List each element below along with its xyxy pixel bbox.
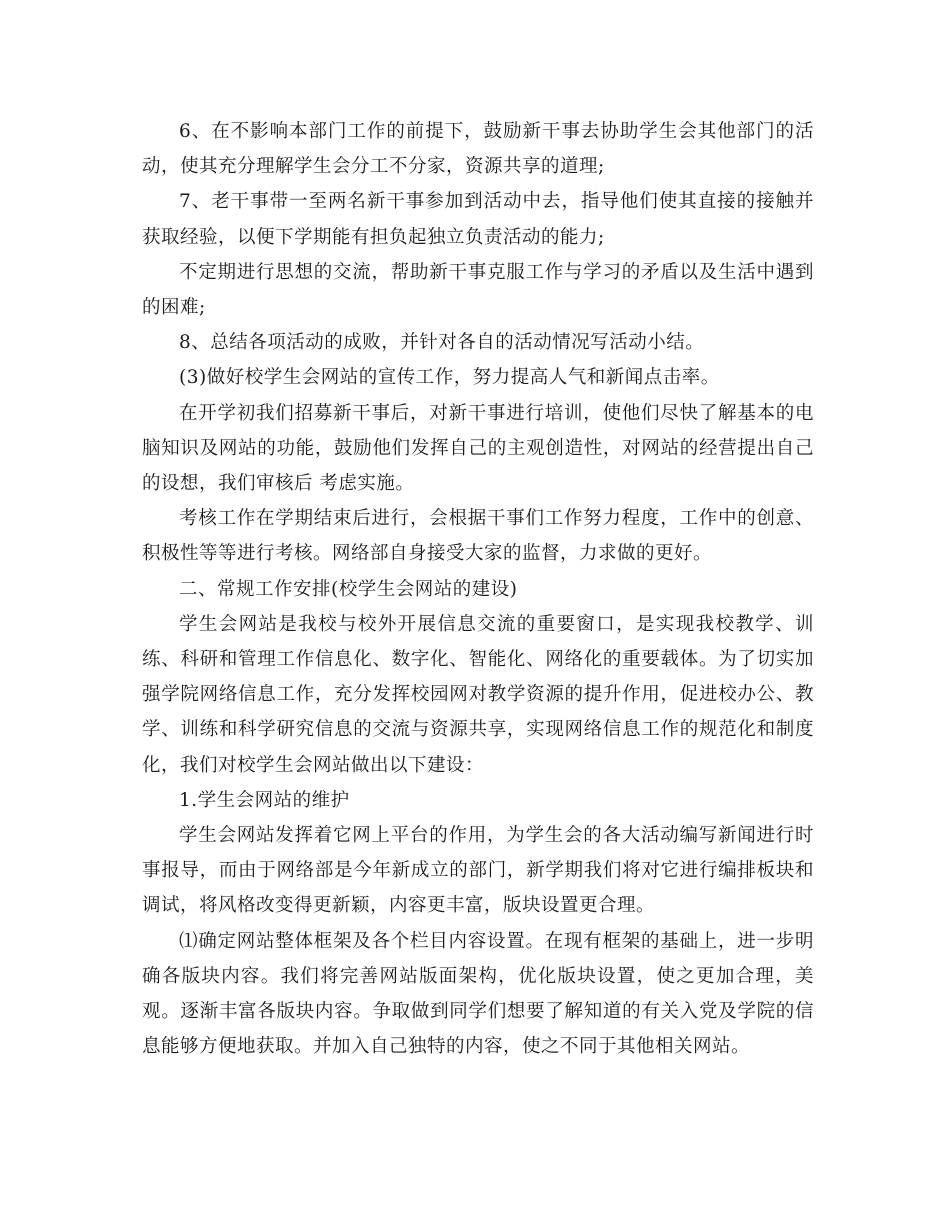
paragraph-item-6: 6、在不影响本部门工作的前提下，鼓励新干事去协助学生会其他部门的活动，使其充分理解学生会分工不分家，资源共享的道理; [142,121,814,178]
paragraph-training: 在开学初我们招募新干事后，对新干事进行培训，使他们尽快了解基本的电脑知识及网站的功能，鼓励他们发挥自己的主观创造性，对网站的经营提出自己的设想，我们审核后 考虑实施。 [142,402,814,495]
subheading-website-maintenance: 1.学生会网站的维护 [179,789,350,811]
paragraph-item-8: 8、总结各项活动的成败，并针对各自的活动情况写活动小结。 [179,332,705,354]
document-body [142,114,814,1064]
paragraph-website-promotion: (3)做好校学生会网站的宣传工作，努力提高人气和新闻点击率。 [179,367,720,389]
paragraph-website-importance: 学生会网站是我校与校外开展信息交流的重要窗口，是实现我校教学、训练、科研和管理工作信息化、数字化、智能化、网络化的重要载体。为了切实加强学院网络信息工作，充分发挥校园网对教学资源的提升作用，促进校办公、教学、训练和科学研究信息的交流与资源共享，实现网络信息工作的规范化和制度化，我们对校学生会网站做出以下建设： [142,613,814,776]
paragraph-framework-setup: ⑴确定网站整体框架及各个栏目内容设置。在现有框架的基础上，进一步明确各版块内容。我们将完善网站版面架构，优化版块设置，使之更加合理，美观。逐渐丰富各版块内容。争取做到同学们想要了解知道的有关入党及学院的信息能够方便地获取。并加入自己独特的内容，使之不同于其他相关网站。 [142,930,814,1058]
section-heading-routine-work: 二、常规工作安排(校学生会网站的建设) [179,578,518,600]
paragraph-assessment: 考核工作在学期结束后进行，会根据干事们工作努力程度，工作中的创意、积极性等等进行考核。网络部自身接受大家的监督，力求做的更好。 [142,508,814,565]
paragraph-item-7: 7、老干事带一至两名新干事参加到活动中去，指导他们使其直接的接触并获取经验，以便下学期能有担负起独立负责活动的能力; [142,191,814,248]
paragraph-website-role: 学生会网站发挥着它网上平台的作用，为学生会的各大活动编写新闻进行时事报导，而由于网络部是今年新成立的部门，新学期我们将对它进行编排板块和调试，将风格改变得更新颖，内容更丰富，版块设置更合理。 [142,825,814,917]
paragraph-thought-exchange: 不定期进行思想的交流，帮助新干事克服工作与学习的矛盾以及生活中遇到的困难; [142,261,814,319]
